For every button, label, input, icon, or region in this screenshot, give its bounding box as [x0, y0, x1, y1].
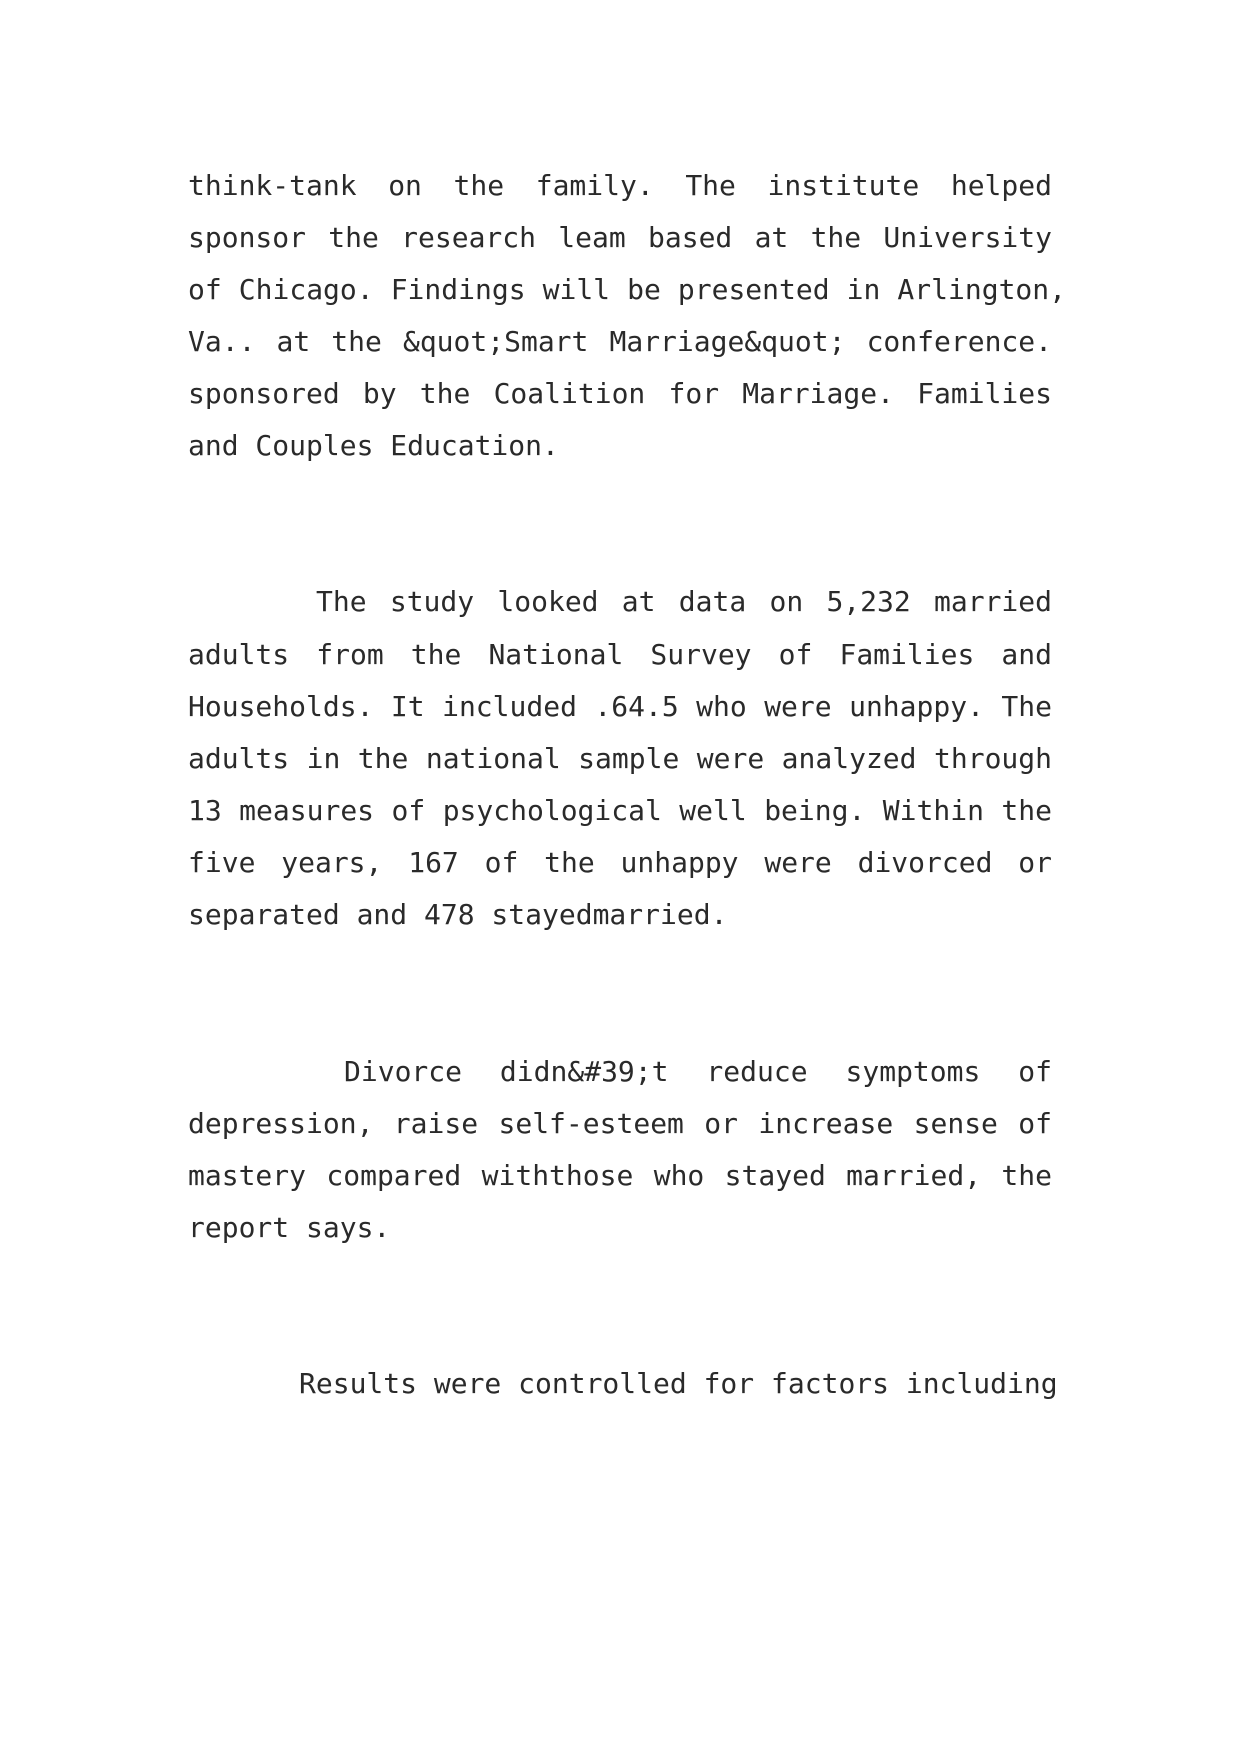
paragraph-line: The study looked at data on 5,232 married	[316, 585, 1052, 618]
paragraph-line: sponsor the research leam based at the University	[188, 221, 1052, 254]
paragraph-line: mastery compared withthose who stayed married, the	[188, 1159, 1052, 1192]
paragraph-line: report says.	[188, 1211, 391, 1244]
paragraph-line: sponsored by the Coalition for Marriage. Families	[188, 377, 1052, 410]
paragraph-line: 13 measures of psychological well being. Within the	[188, 794, 1052, 827]
paragraph-line: adults in the national sample were analyzed through	[188, 742, 1052, 775]
paragraph-line: separated and 478 stayedmarried.	[188, 898, 728, 931]
paragraph-line: Results were controlled for factors including	[299, 1367, 1058, 1400]
paragraph-line: Va.. at the &quot;Smart Marriage&quot; conference.	[188, 325, 1052, 358]
paragraph-line: think-tank on the family. The institute helped	[188, 169, 1052, 202]
paragraph-line: and Couples Education.	[188, 429, 559, 462]
paragraph-line: Households. It included .64.5 who were unhappy. The	[188, 690, 1052, 723]
paragraph-line: Divorce didn&#39;t reduce symptoms of	[344, 1055, 1052, 1088]
paragraph-line: adults from the National Survey of Families and	[188, 638, 1052, 671]
paragraph-line: depression, raise self-esteem or increase sense of	[188, 1107, 1052, 1140]
paragraph-line: of Chicago. Findings will be presented in Arlington,	[188, 273, 1066, 306]
paragraph-line: five years, 167 of the unhappy were divorced or	[188, 846, 1052, 879]
